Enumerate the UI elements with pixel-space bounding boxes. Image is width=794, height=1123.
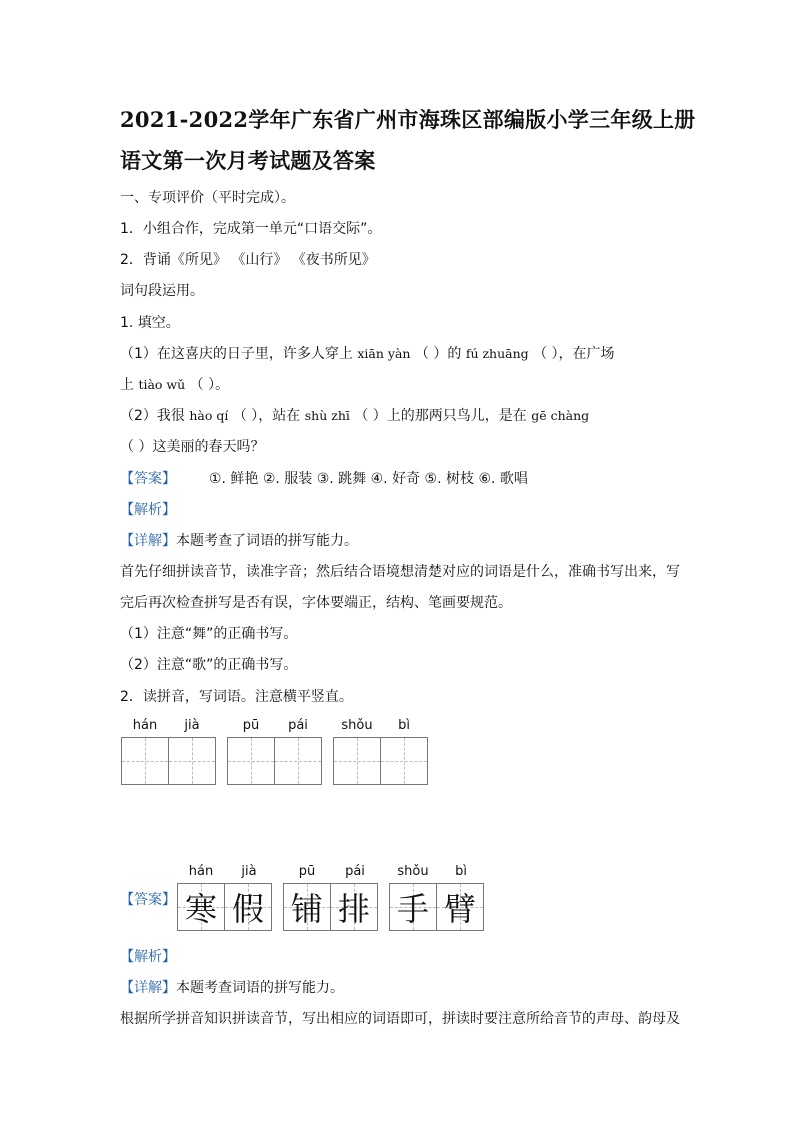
analysis-paragraph: 完后再次检查拼写是否有误，字体要端正，结构、笔画要规范。 (120, 595, 512, 611)
writing-grid-group (121, 737, 215, 785)
answer-item: ④. 好奇 (370, 471, 421, 487)
pinyin-label: hán (188, 864, 214, 879)
pinyin-label: shǒu (397, 864, 429, 879)
question-1: 1. 填空。 (120, 315, 180, 331)
fill-text: （2）我很 (120, 408, 185, 424)
writing-cell[interactable] (227, 737, 275, 785)
pinyin-label: pū (298, 864, 316, 879)
answer-char: 排 (337, 890, 370, 928)
pinyin-label: pái (345, 864, 365, 879)
fill-text: （ ）。 (189, 377, 230, 393)
answer-item: ②. 服装 (262, 471, 313, 487)
fill-text: 上 (120, 377, 134, 393)
fill-line-1 (120, 343, 615, 363)
answer-2-label: 【答案】 (120, 892, 176, 908)
answer-char: 寒 (184, 890, 217, 928)
answer-grid-group (389, 883, 483, 931)
answer-grid-group (283, 883, 377, 931)
answer-char: 手 (396, 890, 429, 928)
section-heading: 一、专项评价（平时完成）。 (120, 190, 295, 206)
detail-label: 【详解】 (120, 533, 176, 549)
answer-item: ⑤. 树枝 (424, 471, 474, 487)
answer-item: ③. 跳舞 (316, 471, 367, 487)
analysis-note: （1）注意“舞”的正确书写。 (120, 626, 298, 642)
answer-cell (177, 883, 225, 931)
analysis-note: （2）注意“歌”的正确书写。 (120, 657, 298, 673)
answer-char: 臂 (443, 890, 476, 928)
answer-item: ⑥. 歌唱 (478, 471, 528, 487)
pinyin-label: hán (132, 718, 158, 733)
answer-char: 铺 (290, 890, 323, 928)
answer-grid-group (177, 883, 271, 931)
fill-text: （ ），在广场 (533, 346, 615, 362)
answer-char: 假 (231, 890, 264, 928)
pinyin-label: pái (288, 718, 308, 733)
answer-item: ①. 鲜艳 (208, 471, 259, 487)
fill-text: （1）在这喜庆的日子里，许多人穿上 (120, 346, 353, 362)
pinyin-label: pū (242, 718, 260, 733)
answer-label: 【答案】 (120, 471, 176, 487)
writing-cell[interactable] (274, 737, 322, 785)
detail-line (120, 530, 358, 550)
detail-label: 【详解】 (120, 980, 176, 996)
usage-heading: 词句段运用。 (120, 283, 204, 299)
fill-text: （ ），站在 (232, 408, 301, 424)
pinyin-label: jià (241, 864, 257, 879)
analysis-label: 【解析】 (120, 502, 176, 518)
pinyin-prompt: xiān yàn (357, 346, 411, 361)
question-2: 2．读拼音，写词语。注意横平竖直。 (120, 689, 353, 705)
writing-cell[interactable] (168, 737, 216, 785)
answer-cell (389, 883, 437, 931)
fill-line-2 (120, 374, 229, 394)
pinyin-prompt: fú zhuāng (465, 346, 529, 361)
writing-grid-group (333, 737, 427, 785)
pinyin-prompt: gē chàng (531, 408, 590, 423)
pinyin-prompt: tiào wǔ (138, 377, 186, 392)
fill-text: （ ）上的那两只鸟儿，是在 (354, 408, 527, 424)
detail-text: 本题考查词语的拼写能力。 (176, 980, 344, 996)
pinyin-prompt: shù zhī (304, 408, 350, 423)
writing-grid-group (227, 737, 321, 785)
pinyin-label: jià (184, 718, 200, 733)
answer-cell (436, 883, 484, 931)
writing-cell[interactable] (333, 737, 381, 785)
detail-2-line (120, 977, 344, 997)
pinyin-prompt: hào qí (189, 408, 229, 423)
writing-cell[interactable] (121, 737, 169, 785)
doc-title-line2: 语文第一次月考试题及答案 (120, 148, 376, 173)
fill-line-3 (120, 405, 589, 425)
fill-line-4: （ ）这美丽的春天吗？ (120, 439, 265, 455)
analysis-2-paragraph: 根据所学拼音知识拼读音节，写出相应的词语即可，拼读时要注意所给音节的声母、韵母及 (120, 1011, 680, 1027)
fill-text: （ ）的 (414, 346, 462, 362)
detail-text: 本题考查了词语的拼写能力。 (176, 533, 358, 549)
answer-cell (330, 883, 378, 931)
pinyin-label: shǒu (341, 718, 373, 733)
item-1: 1．小组合作，完成第一单元“口语交际”。 (120, 221, 382, 237)
answer-cell (224, 883, 272, 931)
writing-cell[interactable] (380, 737, 428, 785)
doc-title-line1: 2021-2022学年广东省广州市海珠区部编版小学三年级上册 (120, 107, 696, 132)
analysis-2-label: 【解析】 (120, 949, 176, 965)
pinyin-label: bì (455, 864, 467, 879)
pinyin-label: bì (398, 718, 410, 733)
item-2: 2．背诵《所见》 《山行》 《夜书所见》 (120, 252, 376, 268)
answer-1-row (120, 468, 675, 488)
analysis-paragraph: 首先仔细拼读音节，读准字音；然后结合语境想清楚对应的词语是什么，准确书写出来，写 (120, 564, 680, 580)
answer-cell (283, 883, 331, 931)
